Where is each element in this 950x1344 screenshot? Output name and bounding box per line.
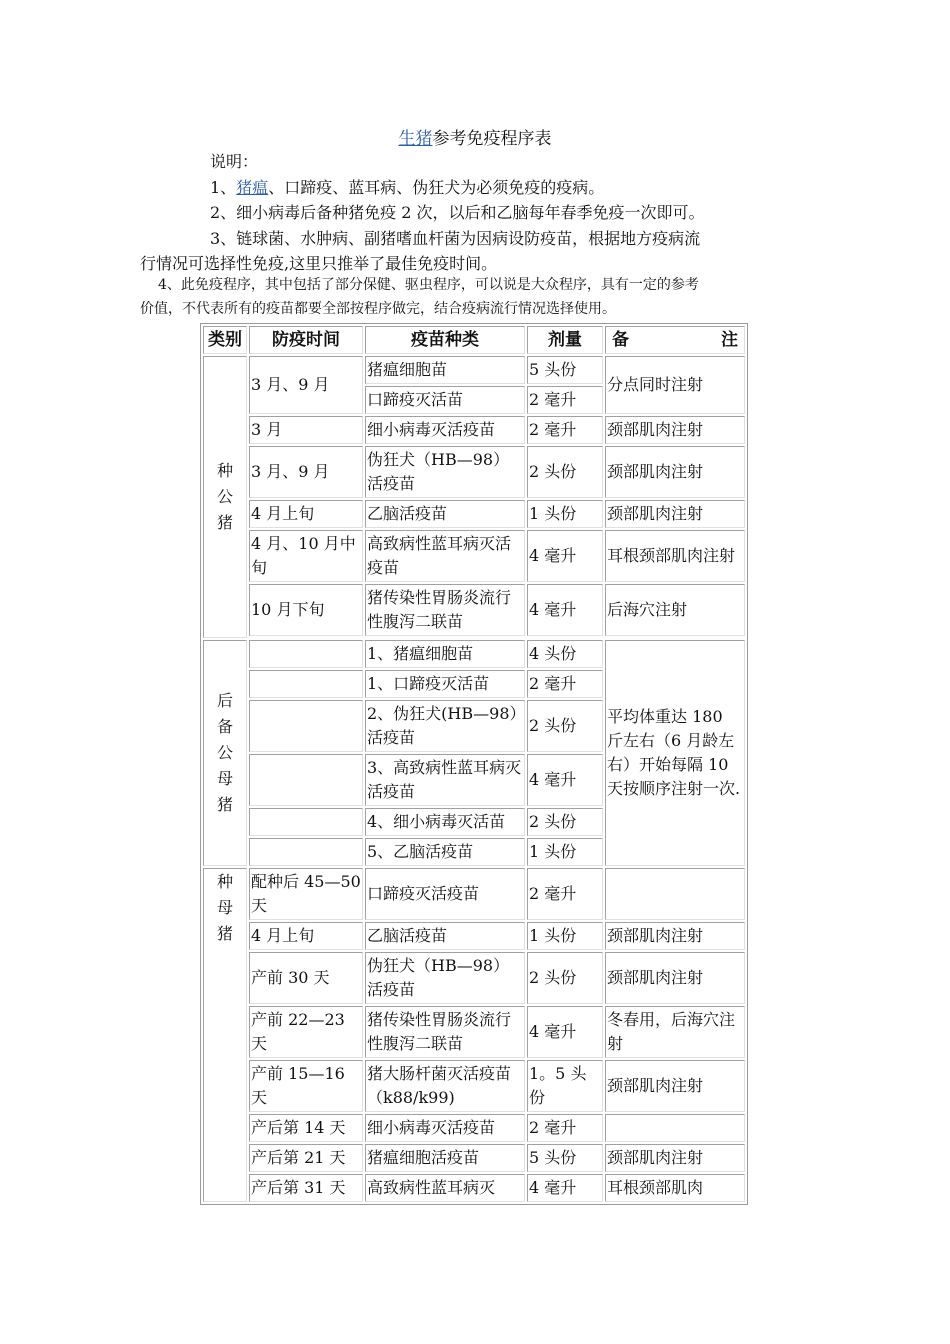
cell-note: 冬春用，后海穴注射 bbox=[605, 1006, 745, 1058]
cell-note: 颈部肌肉注射 bbox=[605, 500, 745, 528]
cell-vaccine: 猪传染性胃肠炎流行性腹泻二联苗 bbox=[365, 584, 525, 636]
cell-vaccine: 猪瘟细胞苗 bbox=[365, 356, 525, 384]
table-row bbox=[203, 1060, 745, 1112]
vaccination-table bbox=[200, 323, 748, 1205]
cell-note: 后海穴注射 bbox=[605, 584, 745, 636]
category-boar: 种公猪 bbox=[203, 356, 247, 638]
header-note bbox=[605, 326, 745, 354]
cell-note: 颈部肌肉注射 bbox=[605, 1060, 745, 1112]
cell-note bbox=[605, 1114, 745, 1142]
cell-dose: 4 毫升 bbox=[527, 584, 603, 636]
cell-dose: 1。5 头份 bbox=[527, 1060, 603, 1112]
cell-vaccine: 高致病性蓝耳病灭活疫苗 bbox=[365, 530, 525, 582]
cell-time: 3 月、9 月 bbox=[249, 446, 363, 498]
cell-dose: 4 毫升 bbox=[527, 1006, 603, 1058]
cell-time bbox=[249, 640, 363, 668]
cell-dose: 1 头份 bbox=[527, 500, 603, 528]
cell-dose: 2 头份 bbox=[527, 952, 603, 1004]
table-row bbox=[203, 530, 745, 582]
cell-note: 颈部肌肉注射 bbox=[605, 952, 745, 1004]
header-category: 类别 bbox=[203, 326, 247, 354]
table-row bbox=[203, 584, 745, 636]
cell-time: 3 月 bbox=[249, 416, 363, 444]
note-2: 2、细小病毒后备种猪免疫 2 次，以后和乙脑每年春季免疫一次即可。 bbox=[210, 203, 705, 222]
cell-note: 颈部肌肉注射 bbox=[605, 922, 745, 950]
table-row bbox=[203, 868, 745, 920]
cell-vaccine: 猪传染性胃肠炎流行性腹泻二联苗 bbox=[365, 1006, 525, 1058]
cell-dose: 4 毫升 bbox=[527, 1174, 603, 1202]
cell-vaccine: 细小病毒灭活疫苗 bbox=[365, 1114, 525, 1142]
cell-dose: 4 毫升 bbox=[527, 530, 603, 582]
header-time: 防疫时间 bbox=[249, 326, 363, 354]
cell-note: 颈部肌肉注射 bbox=[605, 446, 745, 498]
table-row bbox=[203, 1114, 745, 1142]
cell-vaccine: 伪狂犬（HB—98）活疫苗 bbox=[365, 952, 525, 1004]
note-3-line-1: 3、链球菌、水肿病、副猪嗜血杆菌为因病设防疫苗，根据地方疫病流 bbox=[210, 229, 701, 248]
cell-dose: 2 头份 bbox=[527, 700, 603, 752]
cell-vaccine: 5、乙脑活疫苗 bbox=[365, 838, 525, 866]
notes-heading: 说明： bbox=[210, 152, 259, 171]
cell-dose: 4 毫升 bbox=[527, 754, 603, 806]
cell-dose: 2 毫升 bbox=[527, 1114, 603, 1142]
table-row bbox=[203, 1144, 745, 1172]
cell-dose: 2 头份 bbox=[527, 446, 603, 498]
cell-time: 配种后 45—50 天 bbox=[249, 868, 363, 920]
cell-note: 颈部肌肉注射 bbox=[605, 1144, 745, 1172]
cell-vaccine: 1、猪瘟细胞苗 bbox=[365, 640, 525, 668]
table-row bbox=[203, 500, 745, 528]
cell-time bbox=[249, 808, 363, 836]
cell-vaccine: 细小病毒灭活疫苗 bbox=[365, 416, 525, 444]
category-gilt: 后备公母猪 bbox=[203, 640, 247, 866]
page-title bbox=[0, 124, 950, 149]
cell-time bbox=[249, 670, 363, 698]
cell-time: 4 月上旬 bbox=[249, 500, 363, 528]
cell-vaccine: 4、细小病毒灭活苗 bbox=[365, 808, 525, 836]
cell-time bbox=[249, 700, 363, 752]
cell-vaccine: 乙脑活疫苗 bbox=[365, 500, 525, 528]
cell-note: 平均体重达 180 斤左右（6 月龄左右）开始每隔 10 天按顺序注射一次. bbox=[605, 640, 745, 866]
cell-vaccine: 口蹄疫灭活疫苗 bbox=[365, 868, 525, 920]
cell-vaccine: 口蹄疫灭活苗 bbox=[365, 386, 525, 414]
table-row bbox=[203, 1174, 745, 1202]
cell-time bbox=[249, 838, 363, 866]
header-row bbox=[203, 326, 745, 354]
cell-vaccine: 3、高致病性蓝耳病灭活疫苗 bbox=[365, 754, 525, 806]
cell-dose: 2 毫升 bbox=[527, 670, 603, 698]
cell-dose: 1 头份 bbox=[527, 922, 603, 950]
note-1-text: 、口蹄疫、蓝耳病、伪狂犬为必须免疫的疫病。 bbox=[268, 178, 605, 197]
cell-dose: 2 毫升 bbox=[527, 416, 603, 444]
cell-vaccine: 猪瘟细胞活疫苗 bbox=[365, 1144, 525, 1172]
cell-note: 耳根颈部肌肉 bbox=[605, 1174, 745, 1202]
category-sow: 种母猪 bbox=[203, 868, 247, 1202]
table-row bbox=[203, 446, 745, 498]
cell-note: 分点同时注射 bbox=[605, 356, 745, 414]
table-row bbox=[203, 922, 745, 950]
cell-time: 4 月上旬 bbox=[249, 922, 363, 950]
cell-time: 3 月、9 月 bbox=[249, 356, 363, 414]
cell-time: 产后第 31 天 bbox=[249, 1174, 363, 1202]
note-1-link[interactable]: 猪瘟 bbox=[236, 178, 269, 197]
note-1 bbox=[210, 176, 604, 200]
table-row bbox=[203, 1006, 745, 1058]
cell-vaccine: 2、伪狂犬(HB—98）活疫苗 bbox=[365, 700, 525, 752]
cell-time: 4 月、10 月中旬 bbox=[249, 530, 363, 582]
cell-dose: 1 头份 bbox=[527, 838, 603, 866]
header-dose: 剂量 bbox=[527, 326, 603, 354]
cell-dose: 2 头份 bbox=[527, 808, 603, 836]
cell-dose: 5 头份 bbox=[527, 356, 603, 384]
cell-note bbox=[605, 868, 745, 920]
cell-note: 颈部肌肉注射 bbox=[605, 416, 745, 444]
cell-time: 产前 30 天 bbox=[249, 952, 363, 1004]
cell-dose: 5 头份 bbox=[527, 1144, 603, 1172]
cell-dose: 2 毫升 bbox=[527, 868, 603, 920]
cell-note: 耳根颈部肌肉注射 bbox=[605, 530, 745, 582]
cell-dose: 2 毫升 bbox=[527, 386, 603, 414]
title-text: 参考免疫程序表 bbox=[432, 129, 552, 149]
cell-vaccine: 1、口蹄疫灭活苗 bbox=[365, 670, 525, 698]
header-note-right: 注 bbox=[721, 330, 738, 350]
table-row bbox=[203, 952, 745, 1004]
cell-vaccine: 伪狂犬（HB—98）活疫苗 bbox=[365, 446, 525, 498]
cell-time bbox=[249, 754, 363, 806]
cell-time: 产前 22—23 天 bbox=[249, 1006, 363, 1058]
cell-dose: 4 头份 bbox=[527, 640, 603, 668]
header-note-left: 备 bbox=[612, 330, 629, 350]
header-vaccine: 疫苗种类 bbox=[365, 326, 525, 354]
title-link[interactable]: 生猪 bbox=[398, 129, 433, 149]
note-3-line-2: 行情况可选择性免疫,这里只推举了最佳免疫时间。 bbox=[140, 254, 498, 273]
cell-vaccine: 乙脑活疫苗 bbox=[365, 922, 525, 950]
table-row bbox=[203, 356, 745, 384]
cell-time: 产前 15—16 天 bbox=[249, 1060, 363, 1112]
table-row bbox=[203, 416, 745, 444]
cell-time: 产后第 21 天 bbox=[249, 1144, 363, 1172]
note-4-line-2: 价值，不代表所有的疫苗都要全部按程序做完，结合疫病流行情况选择使用。 bbox=[140, 301, 616, 317]
note-4-line-1: 4、此免疫程序，其中包括了部分保健、驱虫程序，可以说是大众程序，具有一定的参考 bbox=[158, 277, 699, 293]
note-1-prefix: 1、 bbox=[210, 178, 237, 197]
cell-vaccine: 猪大肠杆菌灭活疫苗（k88/k99) bbox=[365, 1060, 525, 1112]
cell-vaccine: 高致病性蓝耳病灭 bbox=[365, 1174, 525, 1202]
cell-time: 10 月下旬 bbox=[249, 584, 363, 636]
cell-time: 产后第 14 天 bbox=[249, 1114, 363, 1142]
table-row bbox=[203, 640, 745, 668]
